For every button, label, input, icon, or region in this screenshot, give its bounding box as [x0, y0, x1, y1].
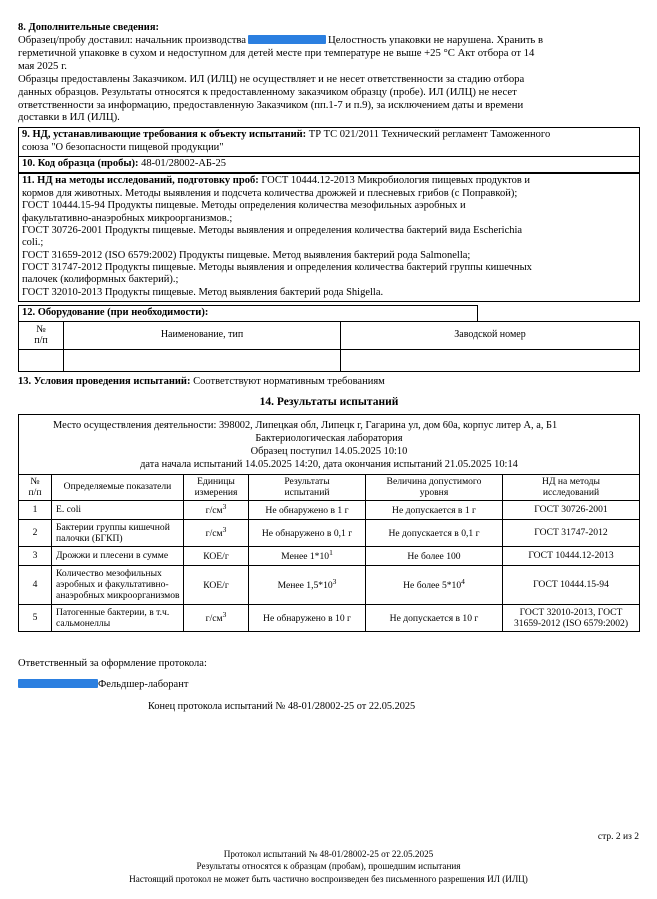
- row-2-result-sup: 1: [329, 548, 333, 558]
- equipment-col-no: [19, 321, 64, 350]
- table-row: [19, 547, 640, 566]
- row-2-result-text: Менее 1*10: [281, 551, 330, 563]
- row-0-nd: ГОСТ 30726-2001: [503, 501, 640, 520]
- row-1-units-text: г/см: [205, 528, 223, 540]
- section-10-label: 10. Код образца (пробы):: [22, 158, 139, 170]
- section-12: [18, 305, 640, 372]
- row-1-nd: ГОСТ 31747-2012: [503, 519, 640, 547]
- row-0-result: [249, 501, 366, 520]
- row-4-limit: [366, 604, 503, 632]
- results-table-header-row: [19, 475, 640, 501]
- results-col-no: [19, 475, 52, 501]
- responsible-position: Фельдшер-лаборант: [98, 678, 189, 690]
- section-8-line1-b: Целостность упаковки не нарушена. Хранить в: [328, 34, 544, 47]
- row-0-no: 1: [19, 501, 52, 520]
- section-8: [18, 22, 640, 124]
- results-col-result-line2: испытаний: [284, 486, 330, 498]
- row-3-result: [249, 565, 366, 604]
- equipment-cell-name: [64, 350, 341, 372]
- place-line: [25, 419, 633, 432]
- row-0-indicator: E. coli: [52, 501, 184, 520]
- section-12-title: 12. Оборудование (при необходимости):: [22, 307, 209, 319]
- section-11-item-7: ГОСТ 31747-2012 Продукты пищевые. Методы выявления и определения количества бактерий группы кишечных: [22, 262, 532, 274]
- section-14-title: 14. Результаты испытаний: [259, 395, 399, 408]
- results-col-result-line1: Результаты: [284, 476, 330, 488]
- test-dates: дата начала испытаний 14.05.2025 14:20, дата окончания испытаний 21.05.2025 10:14: [140, 459, 518, 471]
- section-11-title: 11. НД на методы исследований, подготовку проб:: [22, 175, 259, 187]
- responsible-signature-line: [18, 679, 640, 691]
- results-col-limit-line1: Величина допустимого: [386, 476, 482, 488]
- equipment-table-header-row: [19, 321, 640, 350]
- row-4-indicator: Патогенные бактерии, в т.ч. сальмонеллы: [52, 604, 184, 632]
- results-col-limit-line2: уровня: [419, 486, 449, 498]
- results-col-indicator: Определяемые показатели: [52, 475, 184, 501]
- section-8-line5: данных образцов. Результаты относятся к предоставленному заказчиком образцу (пробе). ИЛ (ИЛЦ) не несет: [18, 85, 517, 98]
- row-2-units: [184, 547, 249, 566]
- results-col-nd-line2: исследований: [542, 486, 600, 498]
- lab-name: Бактериологическая лаборатория: [255, 433, 403, 445]
- section-13: [18, 376, 640, 388]
- section-11-item-2: ГОСТ 10444.15-94 Продукты пищевые. Методы определения количества мезофильных аэробных и: [22, 200, 466, 212]
- table-row: [19, 519, 640, 547]
- row-3-indicator: Количество мезофильных аэробных и факультативно-анаэробных микроорганизмов: [52, 565, 184, 604]
- row-0-limit-text: Не допускается в 1 г: [392, 505, 476, 517]
- equipment-cell-no: [19, 350, 64, 372]
- row-4-result: [249, 604, 366, 632]
- page-footer: [0, 848, 657, 885]
- row-3-units-text: КОЕ/г: [203, 580, 229, 592]
- document-content: [18, 22, 640, 713]
- place-label: Место осуществления деятельности:: [53, 420, 217, 432]
- redaction-bar-signature: [18, 679, 98, 688]
- section-11-line-0: [22, 175, 636, 187]
- section-8-body: [18, 34, 640, 124]
- section-8-title: 8. Дополнительные сведения:: [18, 22, 160, 33]
- row-3-limit-text: Не более 5*10: [403, 580, 462, 592]
- row-2-limit-text: Не более 100: [407, 551, 461, 563]
- section-9: [18, 127, 640, 157]
- page-number: стр. 2 из 2: [597, 832, 639, 842]
- section-10: [18, 156, 640, 173]
- section-13-value: Соответствуют нормативным требованиям: [193, 376, 385, 388]
- row-2-no: 3: [19, 547, 52, 566]
- section-11-item-9: ГОСТ 32010-2013 Продукты пищевые. Метод выявления бактерий рода Shigella.: [22, 286, 384, 298]
- row-2-indicator: Дрожжи и плесени в сумме: [52, 547, 184, 566]
- equipment-cell-serial: [341, 350, 640, 372]
- section-11-item-1: кормов для животных. Методы выявления и подсчета количества дрожжей и плесневых грибов (с Поправкой);: [22, 187, 518, 199]
- section-9-label: 9. НД, устанавливающие требования к объекту испытаний:: [22, 129, 307, 141]
- row-1-no: 2: [19, 519, 52, 547]
- row-1-indicator: Бактерии группы кишечной палочки (БГКП): [52, 519, 184, 547]
- equipment-col-no-line2: п/п: [34, 335, 48, 347]
- section-11: [18, 173, 640, 302]
- row-1-limit-text: Не допускается в 0,1 г: [388, 528, 480, 540]
- footer-line-2: Результаты относятся к образцам (пробам), прошедшим испытания: [196, 861, 461, 872]
- section-8-line2: герметичной упаковке в сухом и недоступном для детей месте при температуре не выше +25 °С Акт отбора от 14: [18, 47, 535, 60]
- section-10-value: 48-01/28002-АБ-25: [141, 158, 226, 170]
- row-1-units-sup: 3: [222, 525, 227, 535]
- equipment-table-empty-row: [19, 350, 640, 372]
- table-row: [19, 565, 640, 604]
- table-row: [19, 501, 640, 520]
- row-3-limit: [366, 565, 503, 604]
- section-9-value-1: ТР ТС 021/2011 Технический регламент Таможенного: [308, 129, 551, 141]
- footer-line-3: Настоящий протокол не может быть частично воспроизведен без письменного разрешения ИЛ (ИЛЦ): [129, 873, 528, 884]
- row-4-units-text: г/см: [205, 613, 223, 625]
- row-1-limit: [366, 519, 503, 547]
- results-col-no-line1: №: [30, 476, 40, 488]
- row-4-limit-text: Не допускается в 10 г: [389, 613, 479, 625]
- equipment-table: [18, 321, 640, 373]
- results-col-nd-line1: НД на методы: [542, 476, 600, 488]
- row-3-nd: ГОСТ 10444.15-94: [503, 565, 640, 604]
- section-11-item-6: ГОСТ 31659-2012 (ISO 6579:2002) Продукты пищевые. Метод выявления бактерий рода Salmonella;: [22, 249, 471, 261]
- row-3-result-text: Менее 1,5*10: [277, 580, 333, 592]
- section-14-header-box: [18, 414, 640, 474]
- row-1-units: [184, 519, 249, 547]
- results-col-units-line1: Единицы: [197, 476, 235, 488]
- row-3-result-sup: 3: [332, 577, 337, 586]
- section-11-item-8: палочек (колиформных бактерий).;: [22, 274, 179, 286]
- equipment-col-serial: Заводской номер: [341, 321, 640, 350]
- row-4-result-text: Не обнаружено в 10 г: [263, 613, 351, 625]
- section-11-item-4: ГОСТ 30726-2001 Продукты пищевые. Методы выявления и определения количества бактерий вида Escherichia: [22, 224, 523, 236]
- row-0-units-text: г/см: [205, 505, 223, 517]
- row-3-units: [184, 565, 249, 604]
- section-13-label: 13. Условия проведения испытаний:: [18, 376, 191, 388]
- results-col-units-line2: измерения: [194, 486, 238, 498]
- results-col-units: [184, 475, 249, 501]
- table-row: [19, 604, 640, 632]
- section-11-item-3: факультативно-анаэробных микроорганизмов.;: [22, 212, 233, 224]
- redaction-bar-name: [248, 35, 326, 44]
- row-4-units: [184, 604, 249, 632]
- row-0-limit: [366, 501, 503, 520]
- row-3-limit-sup: 4: [461, 577, 465, 586]
- equipment-col-name: Наименование, тип: [64, 321, 341, 350]
- row-0-units-sup: 3: [222, 502, 227, 512]
- row-4-nd: ГОСТ 32010-2013, ГОСТ 31659-2012 (ISO 6579:2002): [503, 604, 640, 632]
- section-12-title-box: [18, 305, 478, 320]
- section-8-line3: мая 2025 г.: [18, 60, 67, 73]
- sample-received: Образец поступил 14.05.2025 10:10: [250, 446, 408, 458]
- results-col-nd: [503, 475, 640, 501]
- row-1-result-text: Не обнаружено в 0,1 г: [261, 528, 353, 540]
- row-2-limit: [366, 547, 503, 566]
- section-9-value-2: союза "О безопасности пищевой продукции": [22, 141, 224, 153]
- protocol-end-line: Конец протокола испытаний № 48-01/28002-25 от 22.05.2025: [148, 701, 416, 713]
- row-2-nd: ГОСТ 10444.12-2013: [503, 547, 640, 566]
- section-8-line6: ответственности за информацию, предоставленную Заказчиком (пп.1-7 и п.9), за исключением даты и времени: [18, 98, 524, 111]
- row-2-units-text: КОЕ/г: [203, 551, 229, 563]
- results-col-result: [249, 475, 366, 501]
- footer-line-1: Протокол испытаний № 48-01/28002-25 от 22.05.2025: [223, 849, 434, 859]
- row-4-units-sup: 3: [222, 610, 227, 620]
- section-11-item-5: coli.;: [22, 237, 44, 249]
- section-8-line1-a: Образец/пробу доставил: начальник производства: [18, 34, 247, 47]
- responsible-label: Ответственный за оформление протокола:: [18, 658, 207, 670]
- results-table: [18, 474, 640, 632]
- row-0-result-text: Не обнаружено в 1 г: [265, 505, 349, 517]
- row-0-units: [184, 501, 249, 520]
- section-9-line1: [22, 129, 636, 141]
- place-value: 398002, Липецкая обл, Липецк г, Гагарина ул, дом 60а, корпус литер А, а, Б1: [218, 420, 558, 432]
- results-col-no-line2: п/п: [28, 486, 42, 498]
- section-11-item-0: ГОСТ 10444.12-2013 Микробиология пищевых продуктов и: [261, 175, 531, 187]
- equipment-col-no-line1: №: [36, 323, 46, 335]
- row-2-result: [249, 547, 366, 566]
- row-4-no: 5: [19, 604, 52, 632]
- results-col-limit: [366, 475, 503, 501]
- row-1-result: [249, 519, 366, 547]
- section-8-line4: Образцы предоставлены Заказчиком. ИЛ (ИЛЦ) не осуществляет и не несет ответственности за стадию отбора: [18, 72, 525, 85]
- row-3-no: 4: [19, 565, 52, 604]
- section-8-line7: доставки в ИЛ (ИЛЦ).: [18, 111, 120, 124]
